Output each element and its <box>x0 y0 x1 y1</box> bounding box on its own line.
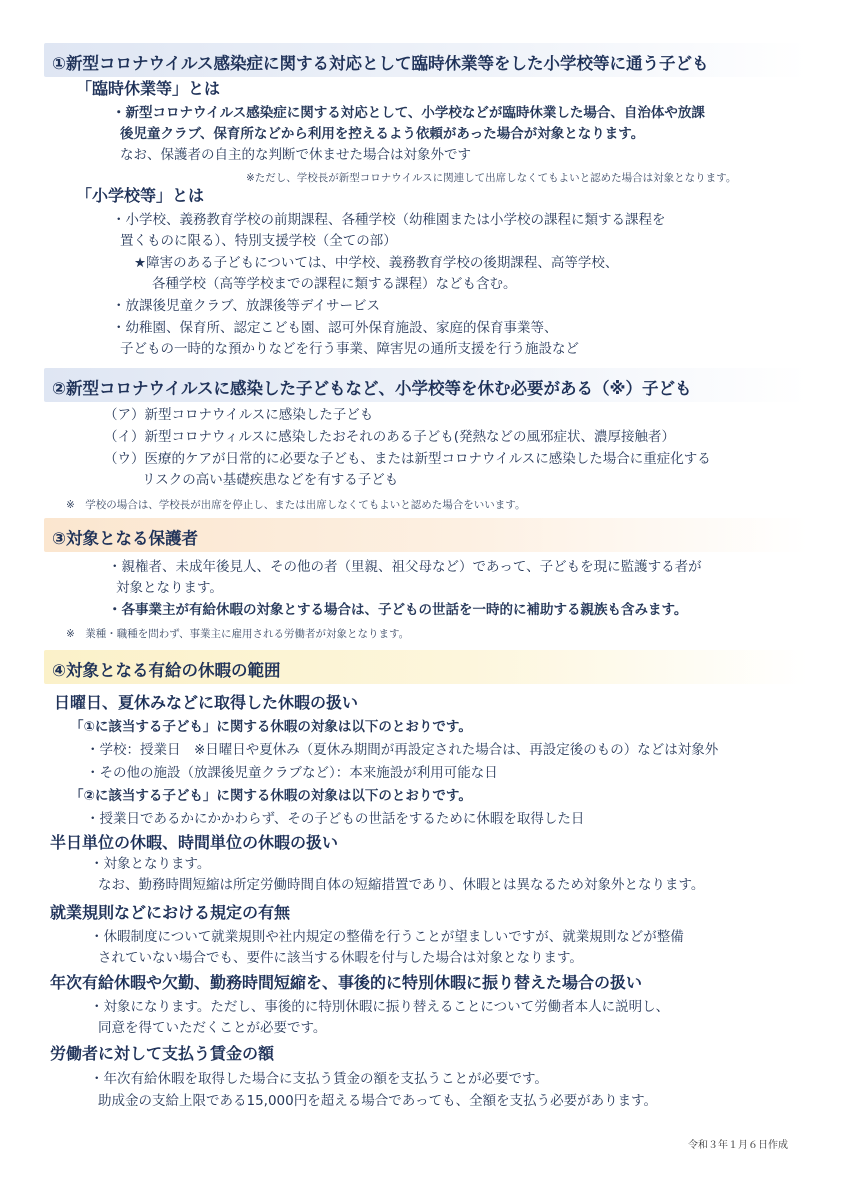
h-wage: 労働者に対して支払う賃金の額 <box>50 1044 275 1063</box>
rules-line1: ・休暇制度について就業規則や社内規定の整備を行うことが望ましいですが、就業規則などが整備 <box>90 929 684 945</box>
q2-heading: 「②に該当する子ども」に関する休暇の対象は以下のとおりです。 <box>70 788 472 804</box>
def-rinji-line2: 後児童クラブ、保育所などから利用を控えるよう依頼があった場合が対象となります。 <box>120 126 645 142</box>
annual-line2: 同意を得ていただくことが必要です。 <box>98 1020 327 1036</box>
def-shogakko-line1: ・小学校、義務教育学校の前期課程、各種学校（幼稚園または小学校の課程に類する課程を <box>112 212 666 228</box>
def-shogakko-line4: ・幼稚園、保育所、認定こども園、認可外保育施設、家庭的保育事業等、 <box>112 320 558 336</box>
s3-note: ※ 業種・職種を問わず、事業主に雇用される労働者が対象となります。 <box>66 628 410 640</box>
wage-line1: ・年次有給休暇を取得した場合に支払う賃金の額を支払うことが必要です。 <box>90 1071 548 1087</box>
section1-title: ①新型コロナウイルス感染症に関する対応として臨時休業等をした小学校等に通う子ども <box>52 54 709 73</box>
q1-school: ・学校：授業日 ※日曜日や夏休み（夏休み期間が再設定された場合は、再設定後のもの）などは対象外 <box>86 742 719 758</box>
h-rules: 就業規則などにおける規定の有無 <box>50 903 291 922</box>
wage-line2: 助成金の支給上限である15,000円を超える場合であっても、全額を支払う必要があります。 <box>98 1093 658 1109</box>
s3-line2: 対象となります。 <box>116 580 223 596</box>
def-shogakko-line5: 子どもの一時的な預かりなどを行う事業、障害児の通所支援を行う施設など <box>120 341 579 357</box>
h-annual: 年次有給休暇や欠勤、勤務時間短縮を、事後的に特別休暇に振り替えた場合の扱い <box>50 973 643 992</box>
h-sunday: 日曜日、夏休みなどに取得した休暇の扱い <box>54 693 359 712</box>
s2-item-u2: リスクの高い基礎疾患などを有する子ども <box>142 472 399 488</box>
def-rinji-note: ※ただし、学校長が新型コロナウイルスに関連して出席しなくてもよいと認めた場合は対象となります。 <box>246 172 737 184</box>
s2-item-i: （イ）新型コロナウィルスに感染したおそれのある子ども(発熱などの風邪症状、濃厚接触者） <box>104 429 676 445</box>
def-shogakko-line3: ・放課後児童クラブ、放課後等デイサービス <box>112 298 380 314</box>
s3-line3: ・各事業主が有給休暇の対象とする場合は、子どもの世話を一時的に補助する親族も含みます。 <box>108 602 688 618</box>
s2-item-u1: （ウ）医療的ケアが日常的に必要な子ども、または新型コロナウイルスに感染した場合に重症化する <box>104 451 711 467</box>
s3-line1: ・親権者、未成年後見人、その他の者（里親、祖父母など）であって、子どもを現に監護する者が <box>108 559 702 575</box>
def-shogakko-line2: 置くものに限る）、特別支援学校（全ての部） <box>120 233 397 249</box>
def-shogakko-star2: 各種学校（高等学校までの課程に類する課程）なども含む。 <box>152 276 517 292</box>
q1-other: ・その他の施設（放課後児童クラブなど）：本来施設が利用可能な日 <box>86 765 498 781</box>
h-half: 半日単位の休暇、時間単位の休暇の扱い <box>50 833 339 852</box>
footer-date: 令和３年１月６日作成 <box>688 1140 788 1151</box>
s2-note: ※ 学校の場合は、学校長が出席を停止し、または出席しなくてもよいと認めた場合をいいます。 <box>66 499 526 511</box>
q2-item: ・授業日であるかにかかわらず、その子どもの世話をするために休暇を取得した日 <box>86 811 585 827</box>
def-shogakko-star1: ★障害のある子どもについては、中学校、義務教育学校の後期課程、高等学校、 <box>134 255 619 271</box>
half-line2: なお、勤務時間短縮は所定労働時間自体の短縮措置であり、休暇とは異なるため対象外となります。 <box>98 877 705 893</box>
def-shogakko-title: 「小学校等」とは <box>76 186 205 205</box>
section2-title: ②新型コロナウイルスに感染した子どもなど、小学校等を休む必要がある（※）子ども <box>52 379 692 398</box>
def-rinji-title: 「臨時休業等」とは <box>76 79 221 98</box>
half-line1: ・対象となります。 <box>90 856 211 872</box>
s2-item-a: （ア）新型コロナウイルスに感染した子ども <box>104 407 374 423</box>
def-rinji-line1: ・新型コロナウイルス感染症に関する対応として、小学校などが臨時休業した場合、自治体や放課 <box>112 105 705 121</box>
section3-title: ③対象となる保護者 <box>52 529 198 548</box>
rules-line2: されていない場合でも、要件に該当する休暇を付与した場合は対象となります。 <box>98 950 583 966</box>
annual-line1: ・対象になります。ただし、事後的に特別休暇に振り替えることについて労働者本人に説明し、 <box>90 999 670 1015</box>
section4-title: ④対象となる有給の休暇の範囲 <box>52 661 281 680</box>
def-rinji-line3: なお、保護者の自主的な判断で休ませた場合は対象外です <box>120 147 471 163</box>
q1-heading: 「①に該当する子ども」に関する休暇の対象は以下のとおりです。 <box>70 719 472 735</box>
